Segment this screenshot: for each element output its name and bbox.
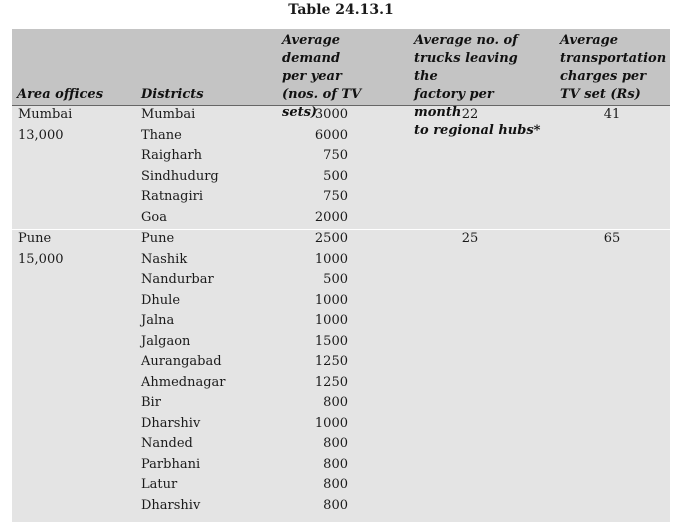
district-name: Latur — [141, 477, 178, 492]
office-value: 13,000 — [18, 128, 64, 143]
district-name: Sindhudurg — [141, 168, 219, 184]
district-name: Ratnagiri — [141, 189, 204, 204]
demand-value: 1000 — [314, 292, 348, 308]
district-name: Jalna — [141, 313, 175, 328]
demand-value: 1000 — [314, 251, 348, 267]
district-name: Dhule — [141, 292, 181, 308]
demand-value: 1000 — [314, 415, 348, 431]
district-name: Jalgaon — [141, 333, 191, 349]
charges-value: 65 — [603, 231, 621, 246]
district-name: Parbhani — [141, 456, 201, 472]
header-trucks-line: factory per month — [414, 87, 494, 120]
demand-value: 1500 — [314, 333, 348, 349]
district-name: Nashik — [141, 251, 188, 267]
demand-value: 1250 — [314, 374, 348, 390]
demand-value: 2500 — [314, 231, 348, 246]
district-name: Nandurbar — [141, 272, 214, 287]
charges-value: 41 — [603, 107, 621, 122]
district-name: Bir — [141, 395, 161, 410]
district-name: Mumbai — [141, 107, 196, 122]
district-name: Goa — [141, 209, 167, 225]
header-demand-line: Average — [282, 33, 341, 48]
header-charges-line: TV set (Rs) — [560, 87, 641, 102]
demand-value: 750 — [323, 189, 348, 204]
header-charges-line: charges per — [560, 69, 647, 84]
office-name: Pune — [18, 231, 52, 246]
demand-value: 500 — [323, 168, 348, 184]
district-name: Ahmednagar — [141, 374, 226, 390]
demand-value: 1250 — [314, 354, 348, 369]
district-name: Nanded — [141, 436, 193, 451]
district-name: Aurangabad — [141, 354, 222, 369]
header-trucks-line: to regional hubs* — [414, 123, 541, 138]
header-trucks-line: trucks leaving the — [414, 51, 518, 84]
header-demand-line: demand — [282, 51, 341, 66]
header-charges-line: transportation — [560, 51, 667, 66]
demand-value: 2000 — [314, 209, 348, 225]
demand-value: 800 — [323, 456, 348, 472]
header-demand-line: (nos. of TV sets) — [282, 87, 362, 120]
header-trucks-line: Average no. of — [414, 33, 518, 48]
header-area-offices: Area offices — [17, 87, 104, 102]
district-name: Dharshiv — [141, 497, 201, 513]
demand-value: 750 — [323, 148, 348, 163]
demand-value: 800 — [323, 497, 348, 513]
demand-value: 6000 — [314, 127, 348, 143]
header-districts: Districts — [141, 87, 204, 102]
district-name: Pune — [141, 231, 175, 246]
demand-value: 500 — [323, 272, 348, 287]
demand-value: 800 — [323, 477, 348, 492]
header-demand-line: per year — [282, 69, 342, 84]
demand-value: 800 — [323, 436, 348, 451]
table-title: Table 24.13.1 — [288, 2, 394, 18]
demand-value: 3000 — [314, 107, 348, 122]
header-charges-line: Average — [560, 33, 619, 48]
demand-value: 1000 — [314, 313, 348, 328]
trucks-value: 25 — [461, 231, 479, 246]
office-value: 15,000 — [18, 252, 64, 267]
district-name: Raigharh — [141, 148, 203, 163]
district-name: Dharshiv — [141, 415, 201, 431]
demand-value: 800 — [323, 395, 348, 410]
trucks-value: 22 — [461, 107, 479, 122]
district-name: Thane — [141, 127, 182, 143]
header-charges — [560, 32, 670, 104]
office-name: Mumbai — [18, 107, 73, 122]
